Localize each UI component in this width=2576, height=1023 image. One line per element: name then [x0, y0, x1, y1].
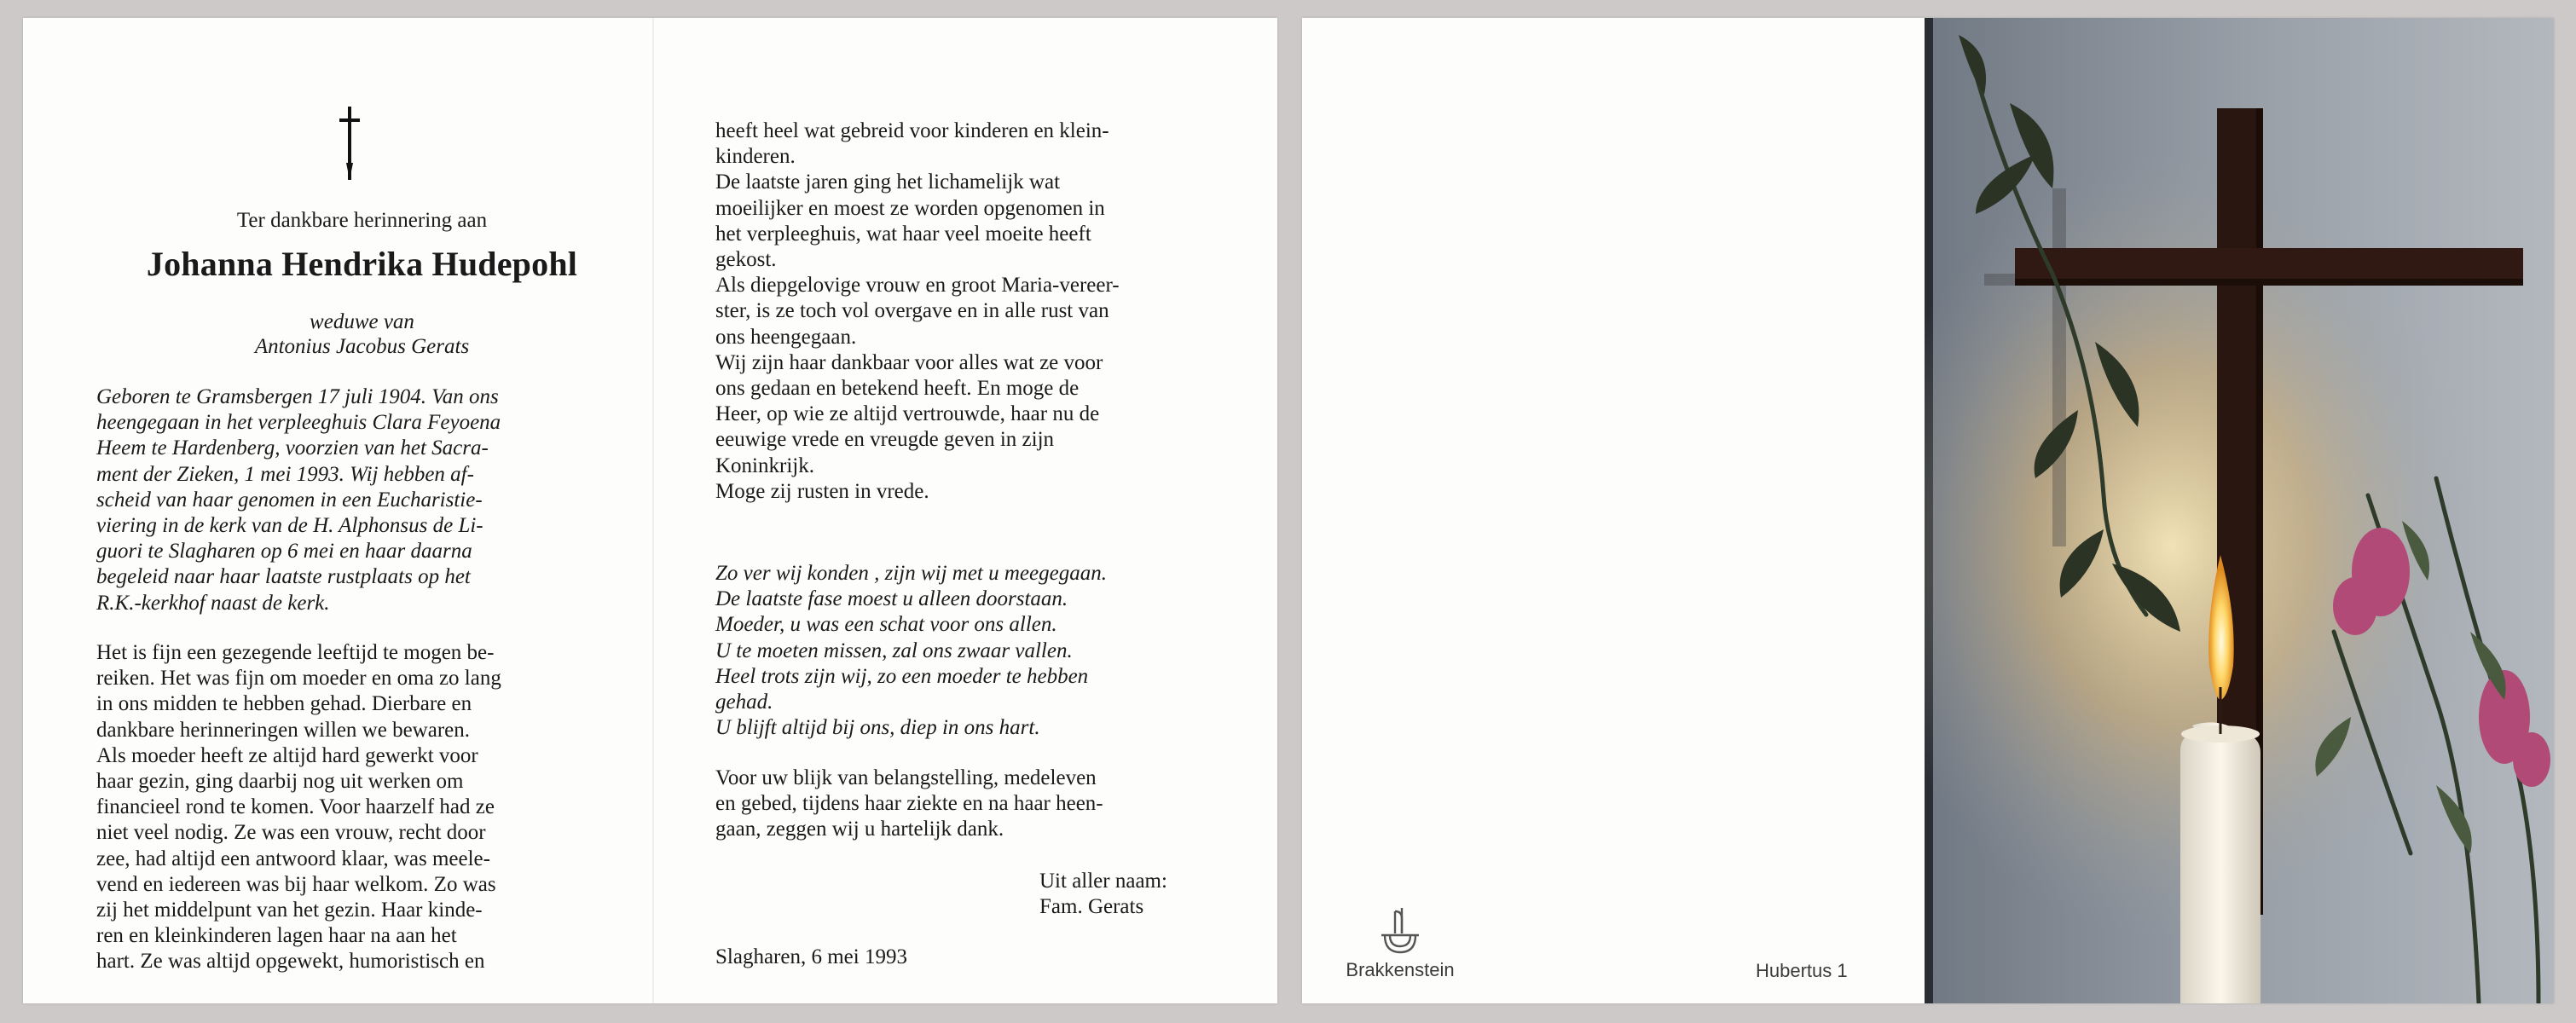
- text-line: het verpleeghuis, wat haar veel moeite heeft: [715, 222, 1091, 246]
- birth-paragraph: [96, 384, 605, 616]
- cross-candle-photo: [1925, 18, 2554, 1003]
- publisher-mark: [1340, 905, 1460, 981]
- poem-line: U blijft altijd bij ons, diep in ons hart.: [715, 716, 1040, 740]
- text-line: financieel rond te komen. Voor haarzelf had ze: [96, 795, 495, 819]
- text-line: hart. Ze was altijd opgewekt, humoristisch en: [96, 950, 485, 974]
- text-line: De laatste jaren ging het lichamelijk wat: [715, 170, 1061, 194]
- cross-icon: [337, 107, 362, 180]
- text-line: en gebed, tijdens haar ziekte en na haar heen-: [715, 792, 1103, 816]
- text-line: Heer, op wie ze altijd vertrouwde, haar nu de: [715, 402, 1100, 426]
- text-line: reiken. Het was fijn om moeder en oma zo lang: [96, 667, 501, 691]
- text-line: dankbare herinneringen willen we bewaren.: [96, 718, 471, 742]
- poem-line: Zo ver wij konden , zijn wij met u meegegaan.: [715, 562, 1107, 585]
- text-line: Heem te Hardenberg, voorzien van het Sacra-: [96, 436, 489, 460]
- deceased-name: Johanna Hendrika Hudepohl: [146, 245, 578, 283]
- text-line: begeleid naar haar laatste rustplaats op het: [96, 565, 471, 589]
- widow-label: weduwe van: [310, 310, 414, 333]
- signoff-line: Uit aller naam:: [1039, 870, 1167, 893]
- text-line: ons heengegaan.: [715, 325, 857, 349]
- poem: [715, 561, 1222, 741]
- publisher-logo-icon: [1376, 905, 1424, 956]
- place-date: Slagharen, 6 mei 1993: [715, 945, 907, 968]
- text-line: Als diepgelovige vrouw en groot Maria-vereer-: [715, 274, 1120, 298]
- text-line: R.K.-kerkhof naast de kerk.: [96, 591, 330, 615]
- card-inside: [23, 18, 1277, 1003]
- signoff: [1039, 869, 1167, 920]
- text-line: Moge zij rusten in vrede.: [715, 479, 929, 503]
- poem-line: De laatste fase moest u alleen doorstaan.: [715, 587, 1068, 611]
- text-line: ren en kleinkinderen lagen haar na aan het: [96, 924, 457, 948]
- text-line: haar gezin, ging daarbij nog uit werken om: [96, 770, 464, 794]
- text-line: kinderen.: [715, 145, 796, 169]
- life-paragraph: [96, 640, 605, 975]
- text-line: Als moeder heeft ze altijd hard gewerkt voor: [96, 743, 478, 767]
- poem-line: Moeder, u was een schat voor ons allen.: [715, 613, 1057, 637]
- card-outside: [1302, 18, 2554, 1003]
- text-line: Geboren te Gramsbergen 17 juli 1904. Van ons: [96, 385, 499, 408]
- text-line: niet veel nodig. Ze was een vrouw, recht door: [96, 821, 486, 845]
- text-line: scheid van haar genomen in een Eucharistie-: [96, 488, 483, 512]
- poem-line: Heel trots zijn wij, zo een moeder te hebben: [715, 664, 1089, 688]
- text-line: Voor uw blijk van belangstelling, medeleven: [715, 766, 1097, 789]
- text-line: heengegaan in het verpleeghuis Clara Feyoena: [96, 411, 501, 435]
- poem-line: gehad.: [715, 691, 773, 714]
- fold-line: [652, 18, 654, 1003]
- text-line: Wij zijn haar dankbaar voor alles wat ze voor: [715, 350, 1103, 374]
- text-line: viering in de kerk van de H. Alphonsus de Li-: [96, 514, 483, 538]
- text-line: ons gedaan en betekend heeft. En moge de: [715, 377, 1080, 401]
- signoff-line: Fam. Gerats: [1039, 895, 1144, 919]
- text-line: Het is fijn een gezegende leeftijd te mogen be-: [96, 641, 495, 664]
- card-code: Hubertus 1: [1756, 960, 1848, 981]
- text-line: gekost.: [715, 248, 777, 272]
- text-line: zij het middelpunt van het gezin. Haar kinde-: [96, 899, 483, 922]
- text-line: in ons midden te hebben gehad. Dierbare en: [96, 692, 472, 716]
- text-line: vend en iedereen was bij haar welkom. Zo was: [96, 872, 496, 896]
- husband-name: Antonius Jacobus Gerats: [254, 335, 470, 358]
- publisher-name: Brakkenstein: [1346, 959, 1455, 980]
- text-line: guori te Slagharen op 6 mei en haar daarna: [96, 540, 472, 564]
- text-line: ment der Zieken, 1 mei 1993. Wij hebben af-: [96, 462, 474, 486]
- text-line: ster, is ze toch vol overgave en in alle rust van: [715, 299, 1109, 323]
- poem-line: U te moeten missen, zal ons zwaar vallen.: [715, 639, 1073, 662]
- intro-text: Ter dankbare herinnering aan: [236, 209, 488, 232]
- text-line: moeilijker en moest ze worden opgenomen in: [715, 196, 1105, 220]
- thanks-paragraph: [715, 766, 1222, 843]
- text-line: heeft heel wat gebreid voor kinderen en klein-: [715, 119, 1109, 142]
- text-line: gaan, zeggen wij u hartelijk dank.: [715, 818, 1004, 841]
- text-line: Koninkrijk.: [715, 454, 814, 477]
- text-line: eeuwige vrede en vreugde geven in zijn: [715, 428, 1055, 452]
- continuation-paragraph: [715, 118, 1222, 505]
- text-line: zee, had altijd een antwoord klaar, was meele-: [96, 847, 490, 870]
